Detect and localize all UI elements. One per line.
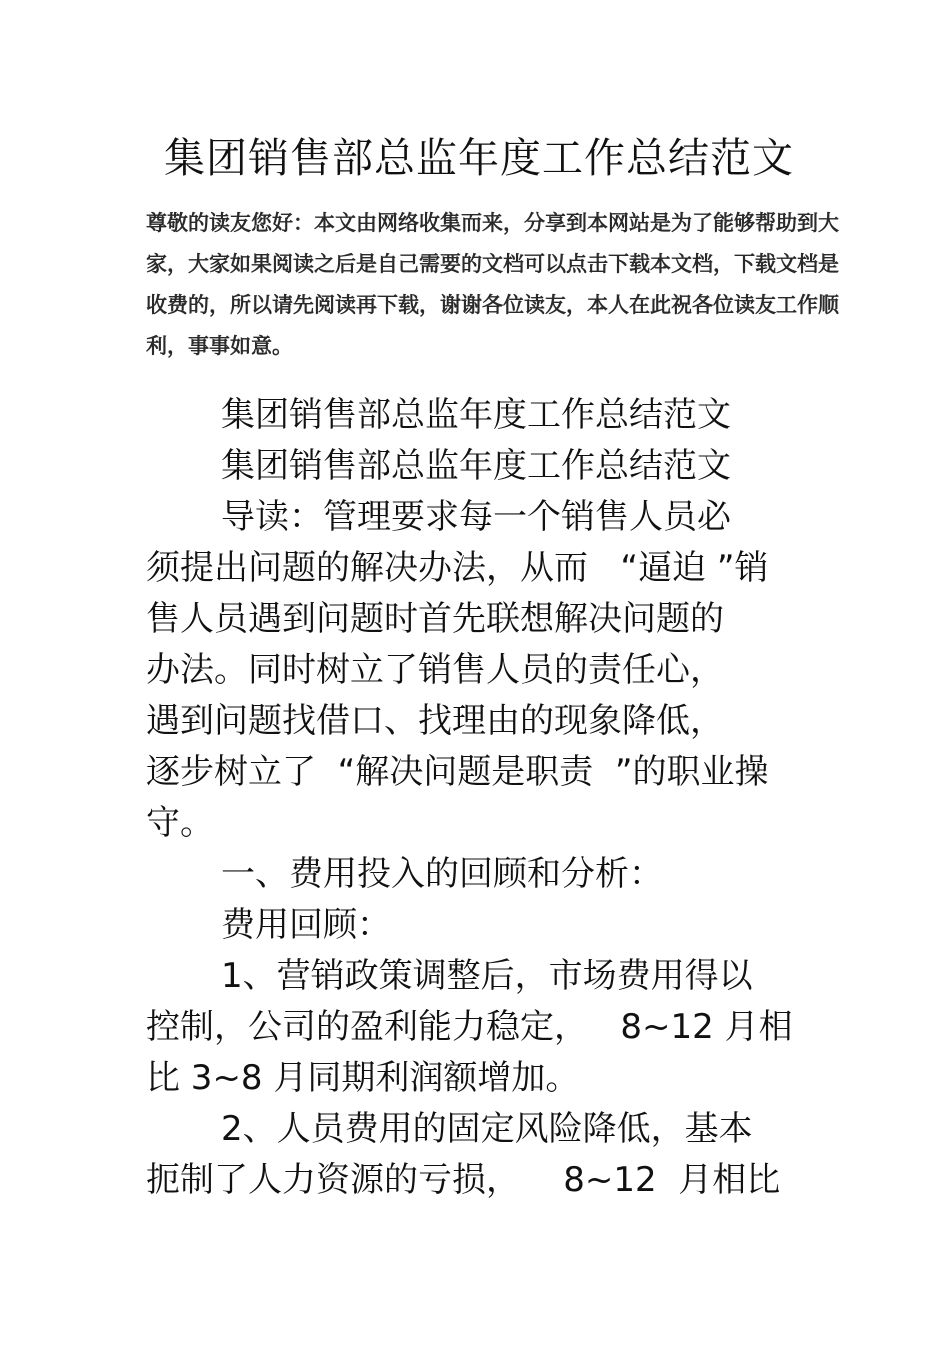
- body-paragraph-line: 售人员遇到问题时首先联想解决问题的: [146, 599, 724, 639]
- notice-line: 利，事事如意。: [146, 334, 293, 358]
- body-paragraph-line: 须提出问题的解决办法，从而 “逼迫 ”销: [146, 548, 769, 588]
- subsection-heading-line: 费用回顾：: [221, 905, 391, 945]
- reader-notice: [146, 203, 839, 367]
- list-item-line: 2、人员费用的固定风险降低，基本: [221, 1109, 753, 1149]
- notice-line: 家，大家如果阅读之后是自己需要的文档可以点击下载本文档，下载文档是: [146, 252, 839, 276]
- body-paragraph-line: 办法。同时树立了销售人员的责任心，: [146, 650, 724, 690]
- body-heading-line: 集团销售部总监年度工作总结范文: [221, 446, 731, 486]
- body-paragraph-line: 导读：管理要求每一个销售人员必: [221, 497, 731, 537]
- body-heading-line: 集团销售部总监年度工作总结范文: [221, 395, 731, 435]
- document-body: [146, 390, 810, 1206]
- list-item-line: 1、营销政策调整后，市场费用得以: [221, 956, 753, 996]
- body-paragraph-line: 守。: [146, 803, 214, 843]
- list-item-line: 比 3~8 月同期利润额增加。: [146, 1058, 580, 1098]
- list-item-line: 扼制了人力资源的亏损， 8~12 月相比: [146, 1160, 781, 1200]
- list-item-line: 控制，公司的盈利能力稳定， 8~12 月相: [146, 1007, 793, 1047]
- section-heading-line: 一、费用投入的回顾和分析：: [221, 854, 663, 894]
- document-title: 集团销售部总监年度工作总结范文: [164, 134, 794, 182]
- body-paragraph-line: 遇到问题找借口、找理由的现象降低，: [146, 701, 724, 741]
- body-paragraph-line: 逐步树立了 “解决问题是职责 ”的职业操: [146, 752, 769, 792]
- notice-line: 收费的，所以请先阅读再下载，谢谢各位读友，本人在此祝各位读友工作顺: [146, 293, 839, 317]
- notice-line: 尊敬的读友您好：本文由网络收集而来，分享到本网站是为了能够帮助到大: [146, 211, 839, 235]
